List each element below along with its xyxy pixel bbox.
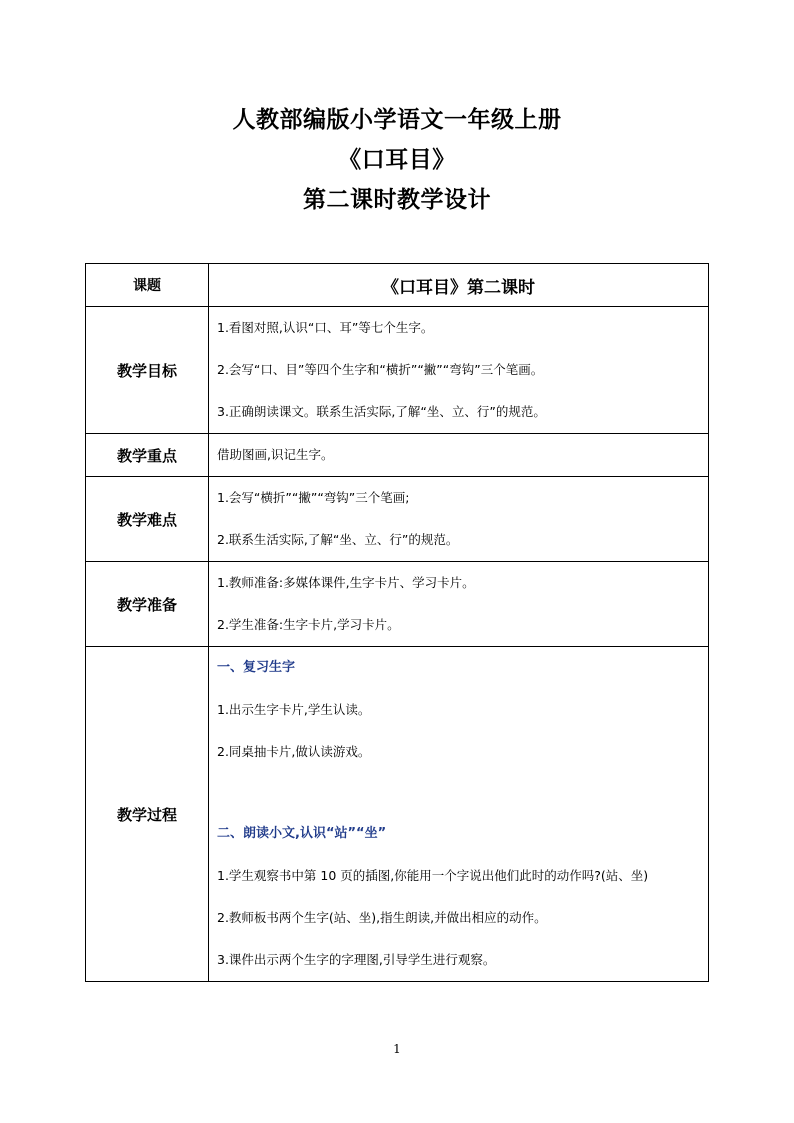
spacer <box>217 773 708 813</box>
section-heading-reading: 二、朗读小文,认识“站”“坐” <box>217 826 387 841</box>
difficulty-item: 2.联系生活实际,了解“坐、立、行”的规范。 <box>217 532 459 547</box>
lesson-plan-table <box>85 263 709 982</box>
difficulties-label: 教学难点 <box>86 477 209 562</box>
difficulties-content <box>209 477 709 562</box>
process-item: 1.出示生字卡片,学生认读。 <box>217 702 371 717</box>
process-item: 2.教师板书两个生字(站、坐),指生朗读,并做出相应的动作。 <box>217 910 547 925</box>
preparation-item: 2.学生准备:生字卡片,学习卡片。 <box>217 617 400 632</box>
table-row-preparation <box>86 562 709 647</box>
process-item: 3.课件出示两个生字的字理图,引导学生进行观察。 <box>217 952 496 967</box>
table-row-difficulties <box>86 477 709 562</box>
table-row-key-points <box>86 434 709 477</box>
preparation-label: 教学准备 <box>86 562 209 647</box>
process-label: 教学过程 <box>86 647 209 982</box>
table-row-topic <box>86 264 709 307</box>
objective-item: 1.看图对照,认识“口、耳”等七个生字。 <box>217 320 434 335</box>
document-title <box>0 100 794 220</box>
title-line-2: 《口耳目》 <box>338 147 456 173</box>
difficulty-item: 1.会写“横折”“撇”“弯钩”三个笔画; <box>217 490 410 505</box>
topic-value: 《口耳目》第二课时 <box>209 264 709 307</box>
key-points-content <box>209 434 709 477</box>
process-content <box>209 647 709 982</box>
process-item: 1.学生观察书中第 10 页的插图,你能用一个字说出他们此时的动作吗?(站、坐) <box>217 868 649 883</box>
objective-item: 3.正确朗读课文。联系生活实际,了解“坐、立、行”的规范。 <box>217 404 546 419</box>
page-number: 1 <box>393 1042 401 1056</box>
preparation-item: 1.教师准备:多媒体课件,生字卡片、学习卡片。 <box>217 575 475 590</box>
process-item: 2.同桌抽卡片,做认读游戏。 <box>217 744 371 759</box>
key-points-label: 教学重点 <box>86 434 209 477</box>
objectives-content <box>209 307 709 434</box>
preparation-content <box>209 562 709 647</box>
section-heading-review: 一、复习生字 <box>217 660 296 675</box>
table-row-objectives <box>86 307 709 434</box>
key-point-item: 借助图画,识记生字。 <box>217 447 334 462</box>
title-line-3: 第二课时教学设计 <box>303 187 491 213</box>
objective-item: 2.会写“口、目”等四个生字和“横折”“撇”“弯钩”三个笔画。 <box>217 362 544 377</box>
table-row-process <box>86 647 709 982</box>
topic-label: 课题 <box>86 264 209 307</box>
title-line-1: 人教部编版小学语文一年级上册 <box>232 107 562 133</box>
objectives-label: 教学目标 <box>86 307 209 434</box>
